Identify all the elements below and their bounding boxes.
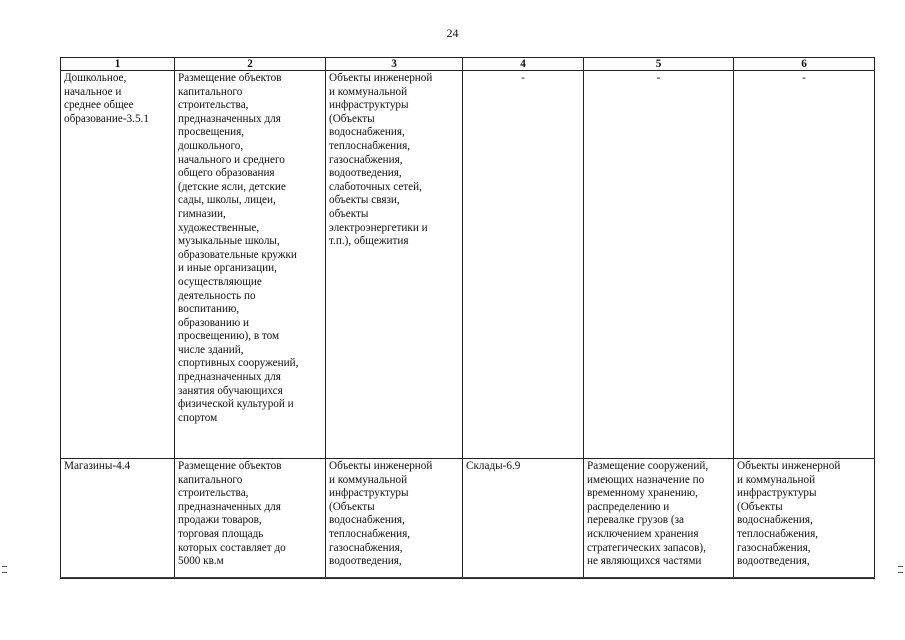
cell-text-line: инфраструктуры bbox=[329, 99, 409, 112]
cell-text-line: среднее общее bbox=[64, 99, 134, 112]
cell-text-line: воспитанию, bbox=[178, 303, 240, 316]
table-row bbox=[61, 459, 875, 579]
cell-text-line: водоснабжения, bbox=[329, 126, 405, 139]
cell-conditional-description bbox=[584, 459, 734, 579]
cell-text-line: деятельность по bbox=[178, 289, 256, 302]
cell-text-line: сады, школы, лицеи, bbox=[178, 194, 276, 207]
cell-text-line: торговая площадь bbox=[178, 527, 264, 540]
cell-text-line: временному хранению, bbox=[587, 487, 698, 500]
cell-text-line: продажи товаров, bbox=[178, 514, 262, 527]
cell-text-line: инфраструктуры bbox=[737, 487, 817, 500]
cell-text-line: исключением хранения bbox=[587, 527, 699, 540]
cell-text-line: и иные организации, bbox=[178, 262, 277, 275]
scan-margin-mark bbox=[898, 566, 903, 567]
column-header-6: 6 bbox=[734, 58, 875, 71]
cell-text-line: слаботочных сетей, bbox=[329, 180, 422, 193]
cell-text-line: образованию и bbox=[178, 316, 250, 329]
page-cutoff-line bbox=[60, 577, 875, 578]
cell-text-line: не являющихся частями bbox=[587, 555, 702, 568]
column-header-2: 2 bbox=[175, 58, 326, 71]
cell-text-line: Магазины-4.4 bbox=[64, 460, 131, 472]
cell-text-line: дошкольного, bbox=[178, 139, 244, 152]
page-number: 24 bbox=[446, 26, 459, 40]
cell-text-line: (Объекты bbox=[329, 112, 375, 125]
cell-text-line: газоснабжения, bbox=[737, 541, 811, 554]
cell-text-line: занятия обучающихся bbox=[178, 384, 283, 397]
scan-margin-mark bbox=[2, 566, 7, 567]
cell-text-line: (детские ясли, детские bbox=[178, 180, 286, 193]
cell-text-line: газоснабжения, bbox=[329, 153, 403, 166]
cell-text-line: осуществляющие bbox=[178, 275, 262, 288]
cell-text-line: Размещение объектов bbox=[178, 72, 282, 84]
cell-text-line: газоснабжения, bbox=[329, 541, 403, 554]
cell-text-line: инфраструктуры bbox=[329, 487, 409, 500]
cell-text-line: образовательные кружки bbox=[178, 248, 297, 261]
cell-text-line: Размещение объектов bbox=[178, 460, 282, 472]
cell-text-line: 5000 кв.м bbox=[178, 555, 224, 568]
cell-text-line: и коммунальной bbox=[737, 473, 816, 486]
cell-text-line: капитального bbox=[178, 473, 243, 486]
cell-conditional-description: - bbox=[584, 71, 734, 459]
cell-text-line: просвещения, bbox=[178, 126, 245, 139]
cell-text-line: строительства, bbox=[178, 99, 249, 112]
cell-text-line: теплоснабжения, bbox=[329, 139, 411, 152]
cell-auxiliary-objects bbox=[326, 71, 463, 459]
cell-permitted-use bbox=[61, 459, 175, 579]
cell-text-line: Объекты инженерной bbox=[329, 72, 433, 84]
cell-text-line: художественные, bbox=[178, 221, 260, 234]
cell-text-line: Объекты инженерной bbox=[737, 460, 841, 472]
cell-text-line: объекты связи, bbox=[329, 194, 400, 207]
cell-permitted-use bbox=[61, 71, 175, 459]
column-header-3: 3 bbox=[326, 58, 463, 71]
cell-conditional-use: - bbox=[463, 71, 584, 459]
column-header-1: 1 bbox=[61, 58, 175, 71]
cell-text-line: предназначенных для bbox=[178, 500, 281, 513]
cell-text-line: гимназии, bbox=[178, 207, 226, 220]
cell-text-line: водоотведения, bbox=[737, 555, 810, 568]
cell-text-line: предназначенных для bbox=[178, 112, 281, 125]
table-row bbox=[61, 71, 875, 459]
cell-use-description bbox=[175, 71, 326, 459]
cell-text-line: теплоснабжения, bbox=[329, 527, 411, 540]
cell-text-line: Объекты инженерной bbox=[329, 460, 433, 472]
cell-text-line: (Объекты bbox=[329, 500, 375, 513]
cell-text-line: теплоснабжения, bbox=[737, 527, 819, 540]
cell-text-line: начальное и bbox=[64, 85, 122, 98]
cell-text-line: (Объекты bbox=[737, 500, 783, 513]
cell-text-line: водоснабжения, bbox=[329, 514, 405, 527]
cell-text-line: числе зданий, bbox=[178, 343, 244, 356]
cell-text-line: Склады-6.9 bbox=[466, 460, 521, 472]
cell-text-line: имеющих назначение по bbox=[587, 473, 705, 486]
cell-text-line: спортом bbox=[178, 411, 218, 424]
cell-text-line: общего образования bbox=[178, 167, 275, 180]
cell-text-line: Дошкольное, bbox=[64, 72, 127, 84]
cell-text-line: строительства, bbox=[178, 487, 249, 500]
cell-text-line: стратегических запасов), bbox=[587, 541, 706, 554]
cell-text-line: физической культурой и bbox=[178, 398, 294, 411]
cell-text-line: которых составляет до bbox=[178, 541, 286, 554]
scan-margin-mark bbox=[898, 572, 903, 573]
cell-text-line: капитального bbox=[178, 85, 243, 98]
cell-text-line: начального и среднего bbox=[178, 153, 285, 166]
cell-text-line: электроэнергетики и bbox=[329, 221, 428, 234]
cell-text-line: и коммунальной bbox=[329, 473, 408, 486]
cell-text-line: музыкальные школы, bbox=[178, 235, 280, 248]
cell-text-line: распределению и bbox=[587, 500, 670, 513]
cell-text-line: объекты bbox=[329, 207, 369, 220]
cell-conditional-auxiliary bbox=[734, 459, 875, 579]
cell-use-description bbox=[175, 459, 326, 579]
cell-text-line: водоснабжения, bbox=[737, 514, 813, 527]
cell-text-line: и коммунальной bbox=[329, 85, 408, 98]
column-header-4: 4 bbox=[463, 58, 584, 71]
scan-margin-mark bbox=[2, 572, 7, 573]
cell-text-line: спортивных сооружений, bbox=[178, 357, 299, 370]
column-header-5: 5 bbox=[584, 58, 734, 71]
cell-conditional-auxiliary: - bbox=[734, 71, 875, 459]
cell-text-line: перевалке грузов (за bbox=[587, 514, 684, 527]
cell-conditional-use bbox=[463, 459, 584, 579]
cell-text-line: водоотведения, bbox=[329, 167, 402, 180]
cell-auxiliary-objects bbox=[326, 459, 463, 579]
cell-text-line: т.п.), общежития bbox=[329, 235, 409, 248]
cell-text-line: образование-3.5.1 bbox=[64, 112, 149, 125]
zoning-table bbox=[60, 57, 875, 579]
cell-text-line: предназначенных для bbox=[178, 371, 281, 384]
cell-text-line: водоотведения, bbox=[329, 555, 402, 568]
table-header-row bbox=[61, 58, 875, 71]
cell-text-line: просвещению), в том bbox=[178, 330, 280, 343]
cell-text-line: Размещение сооружений, bbox=[587, 460, 709, 472]
